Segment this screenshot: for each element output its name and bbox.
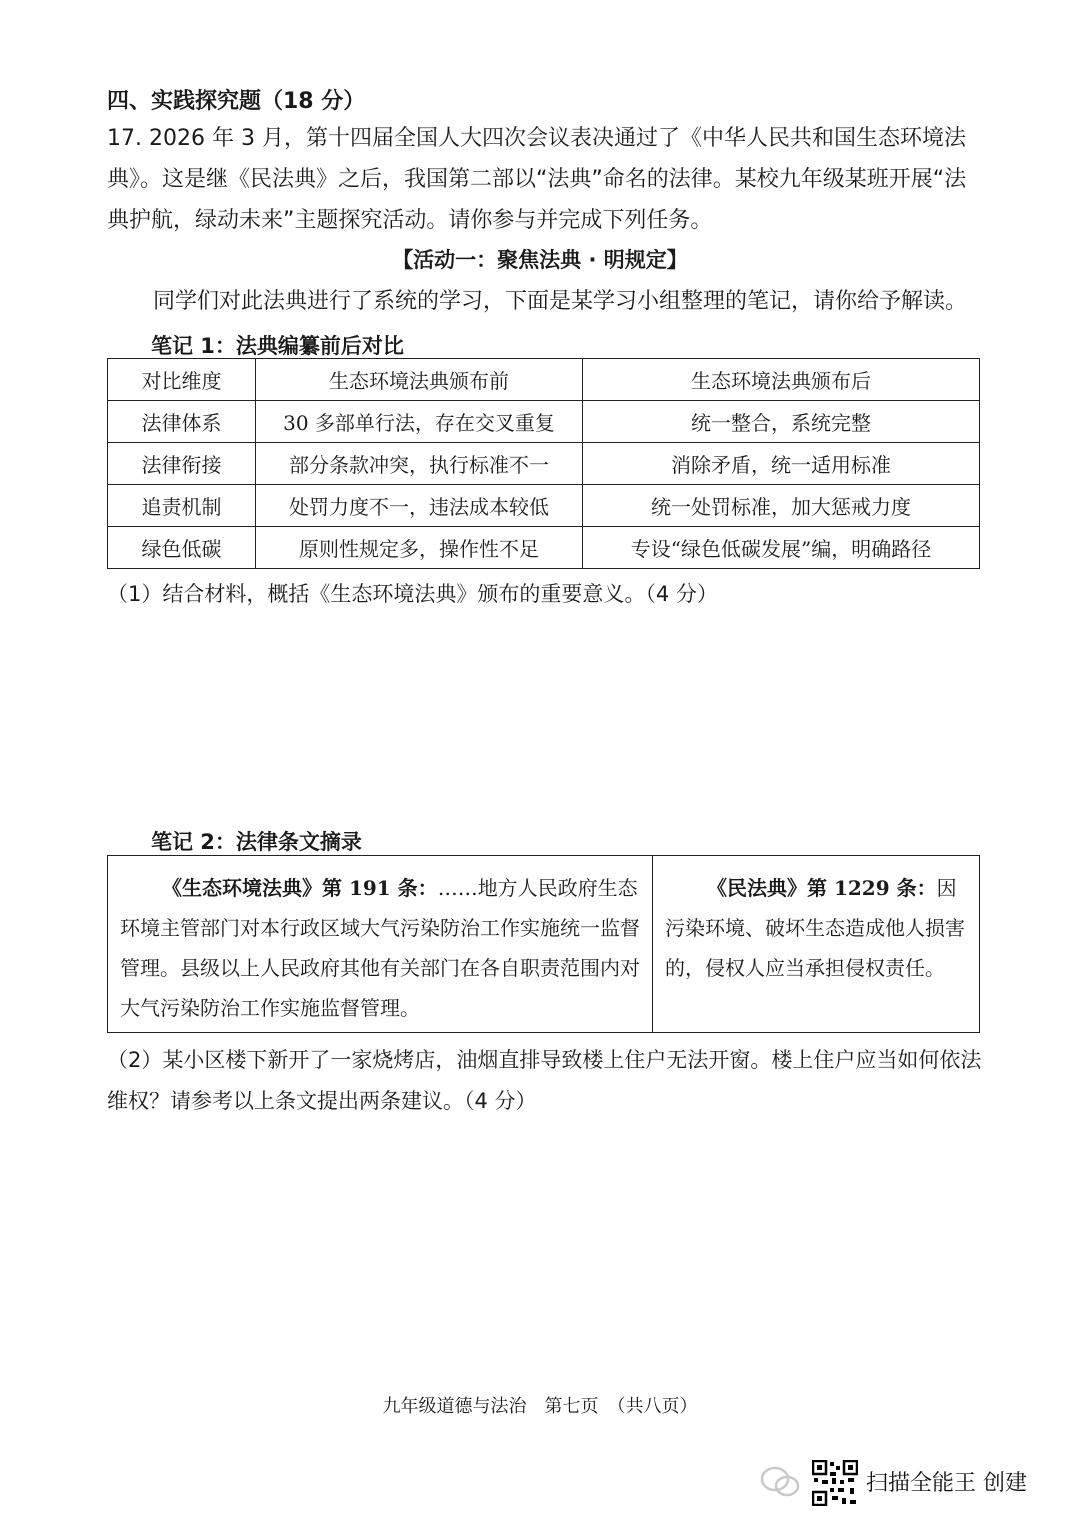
table-cell: 追责机制 [108, 485, 256, 527]
table-cell: 绿色低碳 [108, 527, 256, 569]
table-header-cell: 生态环境法典颁布前 [256, 359, 583, 401]
activity-1-intro: 同学们对此法典进行了系统的学习，下面是某学习小组整理的笔记，请你给予解读。 [153, 289, 968, 314]
law-excerpt-ecology [108, 856, 653, 1032]
table-cell: 专设“绿色低碳发展”编，明确路径 [583, 527, 980, 569]
section-title: 四、实践探究题（18 分） [107, 89, 366, 114]
law-text-ecology: ……地方人民政府生态环境主管部门对本行政区域大气污染防治工作实施统一监督管理。县级以上人民政府其他有关部门在各自职责范围内对大气污染防治工作实施监督管理。 [120, 876, 640, 1020]
table-cell: 统一处罚标准，加大惩戒力度 [583, 485, 980, 527]
table-cell: 部分条款冲突，执行标准不一 [256, 443, 583, 485]
law-excerpt-civil [653, 856, 979, 1032]
table-header-row [108, 359, 980, 401]
table-row [108, 527, 980, 569]
question-1-text: （1）结合材料，概括《生态环境法典》颁布的重要意义。（4 分） [107, 582, 718, 606]
table-cell: 法律体系 [108, 401, 256, 443]
wechat-icon [760, 1466, 800, 1498]
table-cell: 统一整合，系统完整 [583, 401, 980, 443]
law-ref-ecology: 《生态环境法典》第 191 条： [162, 876, 438, 900]
page-footer: 九年级道德与法治 第七页 （共八页） [382, 1396, 698, 1417]
question-17-text: 17. 2026 年 3 月，第十四届全国人大四次会议表决通过了《中华人民共和国生态环境法典》。这是继《民法典》之后，我国第二部以“法典”命名的法律。某校九年级某班开展“法典护航，绿动未来”主题探究活动。请你参与并完成下列任务。 [107, 126, 967, 233]
note-1-title: 笔记 1：法典编纂前后对比 [151, 334, 404, 358]
table-header-cell: 对比维度 [108, 359, 256, 401]
law-text-civil: 因污染环境、破坏生态造成他人损害的，侵权人应当承担侵权责任。 [665, 876, 965, 980]
table-cell: 原则性规定多，操作性不足 [256, 527, 583, 569]
table-row [108, 401, 980, 443]
table-cell: 消除矛盾，统一适用标准 [583, 443, 980, 485]
scanner-watermark-text: 扫描全能王 创建 [866, 1471, 1027, 1496]
table-row [108, 485, 980, 527]
table-cell: 法律衔接 [108, 443, 256, 485]
scanner-watermark [760, 1460, 1060, 1510]
table-cell: 处罚力度不一，违法成本较低 [256, 485, 583, 527]
law-excerpt-box [107, 855, 980, 1033]
qr-code-icon [812, 1460, 858, 1506]
table-header-cell: 生态环境法典颁布后 [583, 359, 980, 401]
law-ref-civil: 《民法典》第 1229 条： [707, 876, 937, 900]
comparison-table [107, 358, 980, 569]
question-2-text: （2）某小区楼下新开了一家烧烤店，油烟直排导致楼上住户无法开窗。楼上住户应当如何依法维权？请参考以上条文提出两条建议。（4 分） [107, 1048, 982, 1113]
table-cell: 30 多部单行法，存在交叉重复 [256, 401, 583, 443]
activity-1-title: 【活动一：聚焦法典 · 明规定】 [392, 248, 688, 272]
note-2-title: 笔记 2：法律条文摘录 [151, 830, 362, 854]
table-row [108, 443, 980, 485]
